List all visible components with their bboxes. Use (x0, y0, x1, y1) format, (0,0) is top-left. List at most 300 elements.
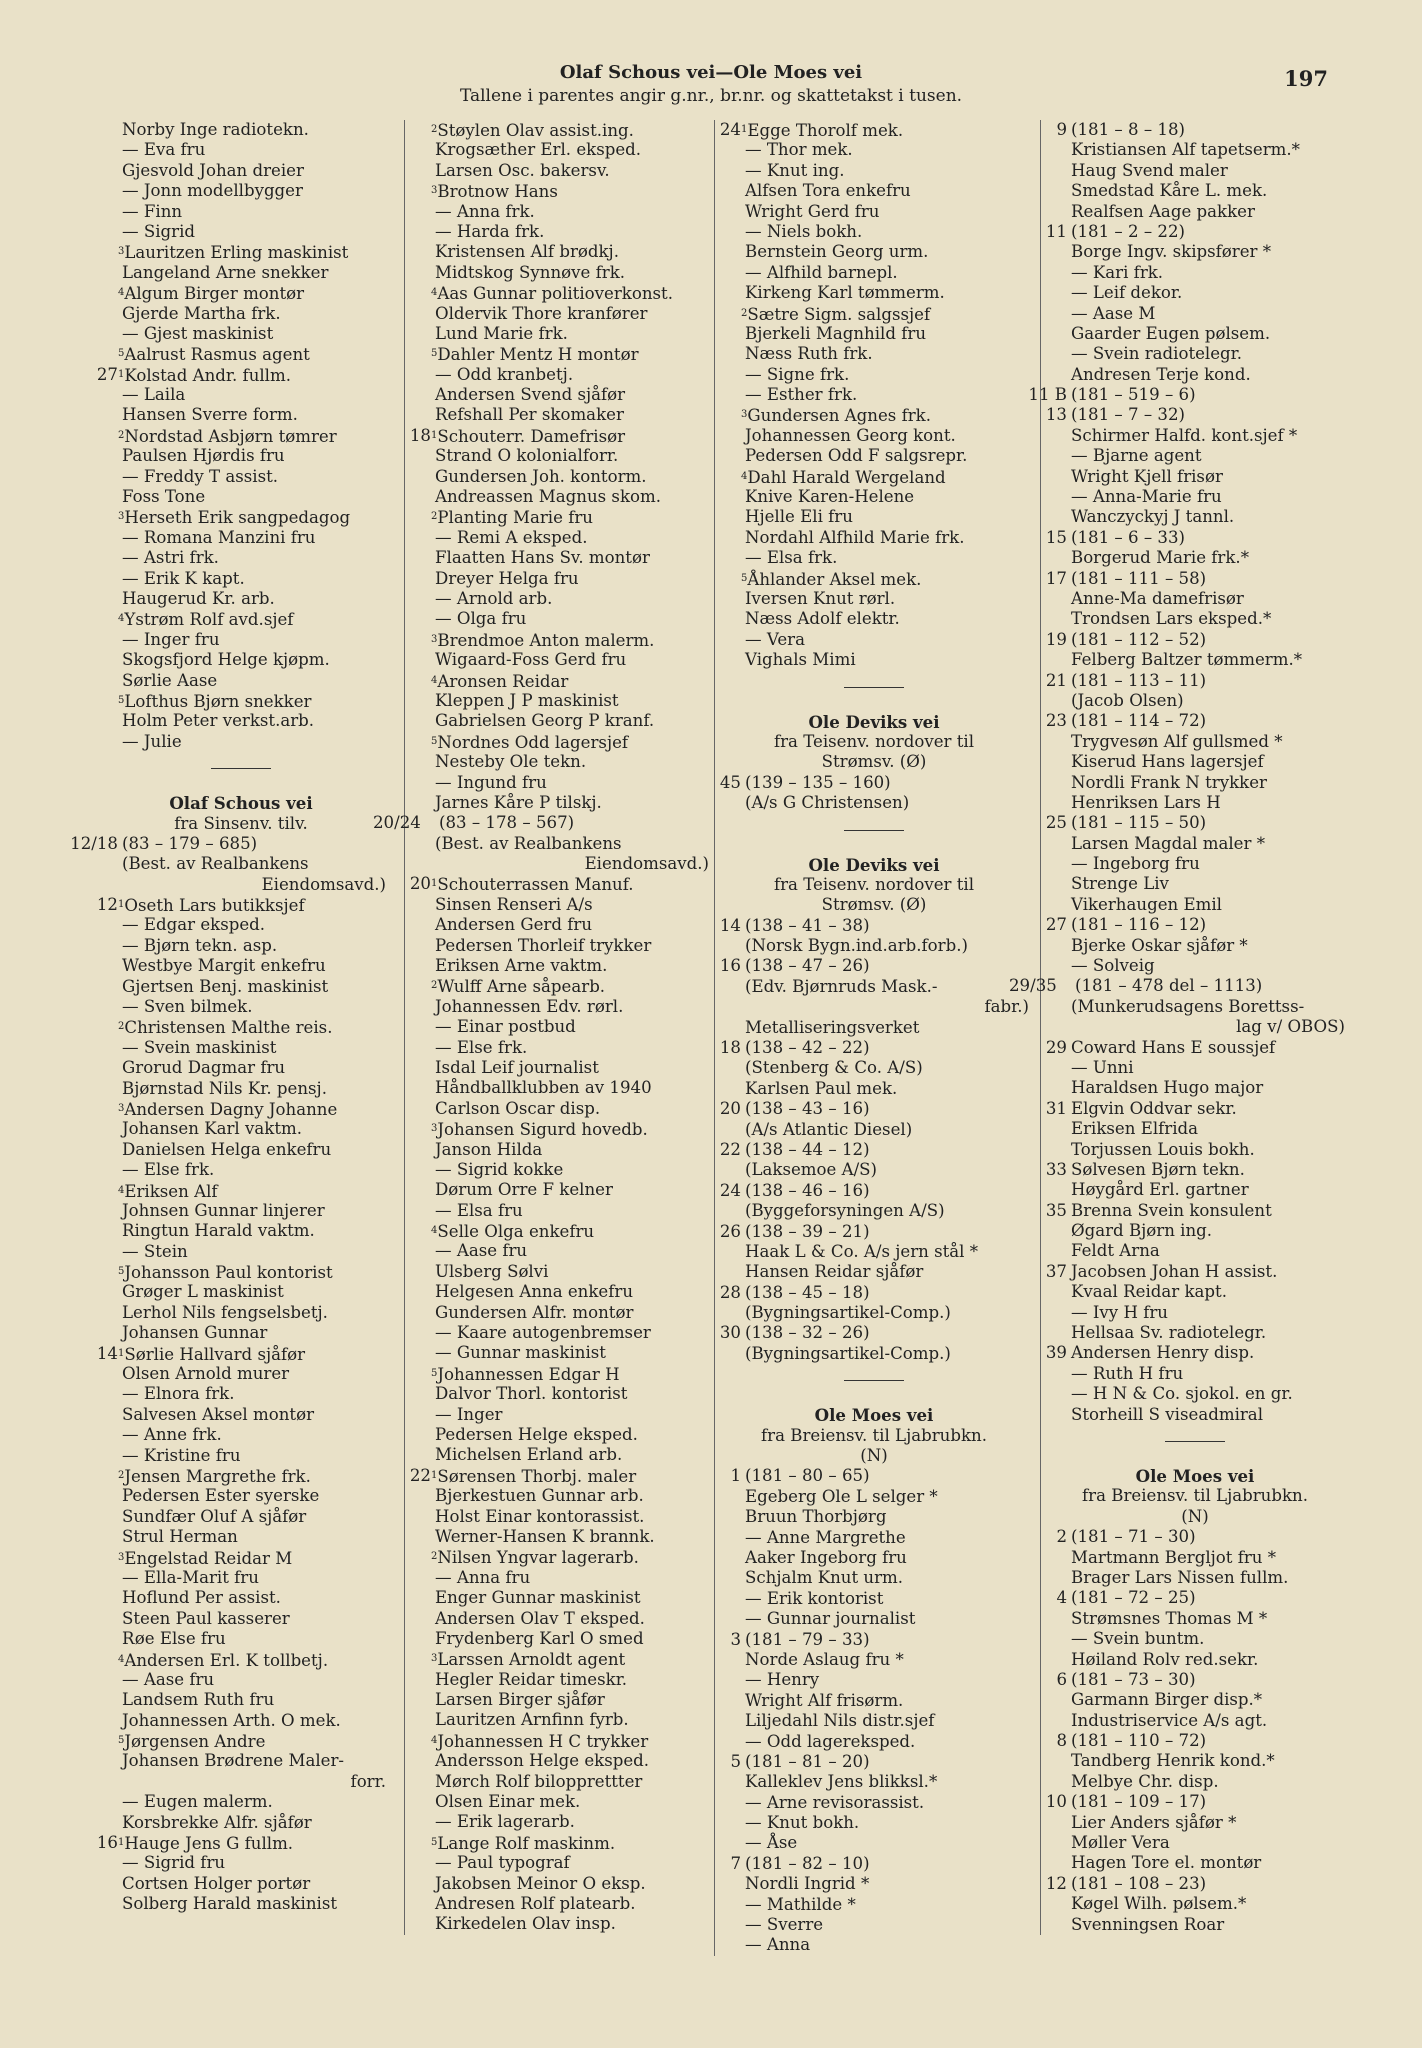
entry (118, 1181, 218, 1202)
list-item (719, 528, 1029, 548)
entry (431, 630, 654, 651)
entry (122, 1874, 310, 1894)
list-item (719, 1568, 1029, 1588)
entry (431, 1119, 648, 1140)
entry (431, 1364, 620, 1385)
entry-text: Garmann Birger disp.* (1071, 1690, 1263, 1710)
entry (1071, 528, 1185, 548)
entry (122, 446, 285, 466)
list-item (96, 915, 386, 935)
entry-text: (Stenberg & Co. A/S) (745, 1058, 923, 1078)
entry (1071, 548, 1249, 568)
entry-text: Andersen Olav T eksped. (435, 1608, 645, 1628)
entry-text: Dreyer Helga fru (435, 568, 579, 588)
house-number: 1 (730, 1466, 741, 1486)
entry (122, 569, 245, 589)
entry-text: Danielsen Helga enkefru (122, 1139, 332, 1159)
entry (435, 1853, 570, 1873)
entry (1071, 569, 1206, 589)
list-item (409, 1649, 709, 1669)
list-item (96, 1466, 386, 1486)
entry-text: — Knut ing. (745, 160, 845, 180)
entry-text: (181 – 109 – 17) (1071, 1792, 1207, 1812)
list-item (719, 1344, 1029, 1364)
entry (118, 426, 337, 447)
entry-text: (138 – 43 – 16) (745, 1099, 870, 1119)
street-heading: Olaf Schous vei (169, 793, 313, 814)
entry (118, 1344, 305, 1365)
entry-text: — Sigrid fru (122, 1853, 226, 1873)
entry (122, 1303, 328, 1323)
entrance-number: 4 (118, 1653, 125, 1665)
entrance-number: 1 (118, 368, 125, 380)
list-item (409, 1874, 709, 1894)
house-number: 16 (719, 956, 741, 976)
entry (745, 1079, 897, 1099)
list-item (409, 834, 709, 854)
entry (1071, 487, 1222, 507)
list-item (409, 1343, 709, 1363)
entrance-number: 3 (118, 511, 125, 523)
entry-text: (181 – 110 – 72) (1071, 1731, 1207, 1751)
entry (122, 202, 182, 222)
entry (745, 1670, 819, 1690)
entry-text: Schirmer Halfd. kont.sjef * (1071, 425, 1298, 445)
list-item (409, 793, 709, 813)
entry-text: — Elnora frk. (122, 1384, 235, 1404)
list-item (1045, 487, 1345, 507)
house-number: 37 (1045, 1261, 1067, 1281)
list-item (409, 467, 709, 487)
entry (745, 1833, 797, 1853)
list-item (409, 1914, 709, 1934)
entry (435, 1914, 616, 1934)
entry (435, 1772, 642, 1792)
list-item (1045, 1751, 1345, 1771)
entry-text: Hoflund Per assist. (122, 1588, 281, 1608)
list-item (1045, 283, 1345, 303)
entry-text: (139 – 135 – 160) (745, 772, 891, 792)
list-item (96, 1099, 386, 1119)
entry-text: Pedersen Thorleif trykker (435, 935, 652, 955)
list-item (96, 344, 386, 364)
entry-text: (181 – 114 – 72) (1071, 711, 1207, 731)
list-item (96, 263, 386, 283)
entry-text: Holst Einar kontorassist. (435, 1506, 645, 1526)
house-number: 39 (1045, 1343, 1067, 1363)
entry-text: Sølvesen Bjørn tekn. (1071, 1159, 1245, 1179)
entry-text: Bjerkestuen Gunnar arb. (435, 1486, 644, 1506)
list-item (1045, 1588, 1345, 1608)
entry-text: Nordli Ingrid * (745, 1874, 870, 1894)
entry-text: Nesteby Ole tekn. (435, 752, 587, 772)
list-item (409, 1364, 709, 1384)
section-divider (211, 768, 271, 769)
entry (431, 874, 634, 895)
entry-text: — Astri frk. (122, 548, 219, 568)
list-item (409, 1751, 709, 1771)
entry (435, 1507, 644, 1527)
entry (122, 1405, 314, 1425)
entry (122, 834, 257, 854)
entry-text: Åhlander Aksel mek. (747, 569, 922, 589)
list-item (1045, 1670, 1345, 1690)
entry-text: Karlsen Paul mek. (745, 1078, 898, 1098)
list-item (409, 1160, 709, 1180)
entry (745, 385, 857, 405)
entry-text: Strenge Liv (1071, 874, 1169, 894)
entrance-number: 2 (431, 124, 438, 135)
entry-text: — Svein radiotelegr. (1071, 344, 1243, 364)
entry-text: Andreassen Magnus skom. (435, 487, 661, 507)
list-item (409, 446, 709, 466)
house-number: 19 (1045, 629, 1067, 649)
entry (745, 630, 805, 650)
entry-text: Anne-Ma damefrisør (1071, 588, 1244, 608)
entry (745, 1528, 906, 1548)
entry (745, 365, 849, 385)
entry (122, 324, 273, 344)
entry-text: Hellsaa Sv. radiotelegr. (1071, 1323, 1267, 1343)
house-number: 22 (409, 1465, 431, 1485)
street-description: Strømsv. (Ø) (821, 895, 927, 915)
entry (118, 1466, 311, 1487)
entry-text: Johannessen Edgar H (437, 1364, 620, 1384)
list-item (96, 1017, 386, 1037)
list-item (409, 936, 709, 956)
entry (122, 671, 217, 691)
list-item (719, 467, 1029, 487)
entry (1071, 589, 1244, 609)
entry-text: Schouterrassen Manuf. (437, 875, 634, 895)
section-divider (844, 687, 904, 688)
entry (435, 446, 618, 466)
entry-text: (138 – 32 – 26) (745, 1323, 870, 1343)
entry (435, 569, 579, 589)
entry (745, 1895, 856, 1915)
list-item (96, 426, 386, 446)
list-item (96, 956, 386, 976)
list-item (719, 1303, 1029, 1323)
entry-text: Industriservice A/s agt. (1071, 1710, 1268, 1730)
entry-text: (138 – 45 – 18) (745, 1282, 870, 1302)
entry (1071, 222, 1185, 242)
entry-text: Bernstein Georg urm. (745, 242, 929, 262)
list-item (719, 1854, 1029, 1874)
entry (745, 446, 967, 466)
entry (1071, 446, 1202, 466)
list-item (1045, 630, 1345, 650)
list-item (1045, 1711, 1345, 1731)
list-item (409, 630, 709, 650)
entry (745, 1650, 904, 1670)
list-item (719, 1548, 1029, 1568)
entry-text: Sinsen Renseri A/s (435, 894, 593, 914)
entry-text: Sætre Sigm. salgssjef (747, 304, 931, 324)
entry-text: Janson Hilda (435, 1139, 543, 1159)
house-number: 22 (719, 1139, 741, 1159)
entry-text: — Henry (745, 1670, 820, 1690)
entry-text: Lier Anders sjåfør * (1071, 1812, 1237, 1832)
entry-text: Andersen Henry disp. (1071, 1343, 1255, 1363)
entry (745, 507, 853, 527)
entry (435, 1099, 600, 1119)
entry-text: Brotnow Hans (437, 182, 558, 202)
entry (122, 650, 330, 670)
entry-text: Michelsen Erland arb. (435, 1445, 623, 1465)
entry (745, 1140, 870, 1160)
entry-text: Johansen Gunnar (122, 1323, 268, 1343)
entry-text: Nordahl Alfhild Marie frk. (745, 527, 965, 547)
entry-text: Dørum Orre F kelner (435, 1180, 613, 1200)
entry-text: Knive Karen-Helene (745, 487, 915, 507)
list-item (409, 304, 709, 324)
entry-text: Johansen Brødrene Maler- (122, 1751, 345, 1771)
house-number: 20 (409, 874, 431, 894)
entry-text: Melbye Chr. disp. (1071, 1771, 1219, 1791)
list-item (1045, 1548, 1345, 1568)
list-item (96, 202, 386, 222)
list-item (1045, 1241, 1345, 1261)
entry-text: — Arne revisorassist. (745, 1792, 925, 1812)
street-description: fra Breiensv. til Ljabrubkn. (1082, 1486, 1308, 1506)
entry (122, 1690, 274, 1710)
list-item (409, 140, 709, 160)
entry-text: Lerhol Nils fengselsbetj. (122, 1302, 328, 1322)
entrance-number: 3 (118, 246, 125, 258)
entry (435, 1058, 599, 1078)
entry-text: — Svein buntm. (1071, 1629, 1205, 1649)
entry-text: Trondsen Lars eksped.* (1071, 609, 1272, 629)
entry (435, 324, 568, 344)
entry (1071, 1323, 1266, 1343)
entrance-number: 5 (118, 348, 125, 360)
entry-text: Schouterr. Damefrisør (437, 426, 626, 446)
list-item (96, 1242, 386, 1262)
list-item (96, 711, 386, 731)
entry-text: — Gjest maskinist (122, 323, 274, 343)
entry-text: Kiserud Hans lagersjef (1071, 752, 1264, 772)
list-item (96, 1160, 386, 1180)
continuation-text: Eiendomsavd.) (261, 874, 386, 894)
list-item (96, 1894, 386, 1914)
entry (122, 711, 314, 731)
entry (435, 1609, 645, 1629)
list-item (96, 324, 386, 344)
list-item (719, 589, 1029, 609)
list-item (409, 732, 709, 752)
list-item (409, 242, 709, 262)
list-item (96, 997, 386, 1017)
entry (435, 1038, 527, 1058)
list-item (409, 915, 709, 935)
entry (1071, 263, 1163, 283)
section-divider (1165, 1441, 1225, 1442)
list-item (719, 1181, 1029, 1201)
list-item (1045, 1099, 1345, 1119)
list-item (719, 936, 1029, 956)
entry-text: Eriksen Elfrida (1071, 1119, 1199, 1139)
house-number: 14 (719, 915, 741, 935)
entry-text: (Jacob Olsen) (1071, 690, 1184, 710)
entry (122, 120, 309, 140)
list-item (1045, 813, 1345, 833)
entry (118, 365, 291, 386)
entry-text: Iversen Knut rørl. (745, 588, 896, 608)
entrance-number: 2 (118, 429, 125, 441)
entry (431, 120, 634, 141)
list-item (96, 304, 386, 324)
entry (435, 1262, 548, 1282)
entry-text: Kirkedelen Olav insp. (435, 1914, 616, 1934)
entry-text: — Elsa frk. (745, 548, 838, 568)
entry (745, 916, 870, 936)
list-item (1045, 773, 1345, 793)
entry (745, 1120, 912, 1140)
list-item (719, 630, 1029, 650)
entry-text: — Aase M (1071, 303, 1156, 323)
house-number: 31 (1045, 1098, 1067, 1118)
entry (435, 1140, 542, 1160)
entry (118, 1548, 292, 1569)
list-item (409, 263, 709, 283)
entry (122, 589, 275, 609)
entry-text: — Finn (122, 201, 183, 221)
entry (745, 1242, 978, 1262)
entry-text: (181 – 116 – 12) (1071, 915, 1207, 935)
entry-text: Schjalm Knut urm. (745, 1568, 904, 1588)
entry-text: — Anne Margrethe (745, 1527, 906, 1547)
list-item (70, 833, 386, 854)
entry (435, 752, 586, 772)
list-item (719, 263, 1029, 283)
entry-text: (181 – 6 – 33) (1071, 527, 1185, 547)
list-item (96, 548, 386, 568)
entry (1071, 1731, 1206, 1751)
entry-text: (181 – 73 – 30) (1071, 1669, 1196, 1689)
list-item (409, 1425, 709, 1445)
entry (1071, 793, 1221, 813)
list-item (719, 222, 1029, 242)
entrance-number: 5 (118, 1735, 125, 1747)
entry (435, 528, 588, 548)
house-number: 29 (1045, 1037, 1067, 1057)
house-number: 35 (1045, 1200, 1067, 1220)
entry (1071, 1853, 1261, 1873)
entry-text: — Odd lagereksped. (745, 1731, 916, 1751)
entry-text: — Freddy T assist. (122, 466, 279, 486)
entry-text: Wulff Arne såpearb. (437, 977, 606, 997)
section-divider (844, 1380, 904, 1381)
entry-text: Johnsen Gunnar linjerer (122, 1200, 325, 1220)
list-item (96, 691, 386, 711)
list-item (1045, 365, 1345, 385)
list-item (409, 1527, 709, 1547)
entry (1071, 120, 1185, 140)
entrance-number: 4 (118, 613, 125, 625)
entry-text: Krogsæther Erl. eksped. (435, 140, 642, 160)
list-item (1045, 1731, 1345, 1751)
list-item (719, 487, 1029, 507)
list-item (719, 773, 1029, 793)
entry (745, 1874, 869, 1894)
entry (1071, 181, 1267, 201)
entry-text: (138 – 39 – 21) (745, 1221, 870, 1241)
list-item (409, 1772, 709, 1792)
entry-text: Andersen Svend sjåfør (435, 385, 626, 405)
entry-text: — Niels bokh. (745, 221, 863, 241)
list-item (1045, 752, 1345, 772)
list-item (96, 1629, 386, 1649)
entry-text: Vighals Mimi (745, 650, 856, 670)
entry (745, 1323, 870, 1343)
column-2 (373, 120, 709, 1935)
entry (1071, 1751, 1275, 1771)
entry (1071, 1343, 1254, 1363)
entry-text: (181 – 112 – 52) (1071, 629, 1207, 649)
entry-text: Larsen Magdal maler * (1071, 833, 1266, 853)
entry (745, 1201, 945, 1221)
entry (1071, 283, 1182, 303)
entry (1071, 956, 1155, 976)
list-item (409, 405, 709, 425)
entry (122, 1894, 337, 1914)
entry-text: Nordnes Odd lagersjef (437, 732, 629, 752)
entry (435, 1241, 527, 1261)
entry-text: (A/s Atlantic Diesel) (745, 1119, 913, 1139)
entry (745, 1568, 903, 1588)
entry (122, 1792, 273, 1812)
entry (1071, 1140, 1255, 1160)
entry (1071, 405, 1185, 425)
entry-text: — Erik lagerarb. (435, 1812, 575, 1832)
entry-text: — Ingeborg fru (1071, 854, 1200, 874)
list-item (719, 956, 1029, 976)
entry (745, 1344, 951, 1364)
entry (118, 507, 350, 528)
entry-text: (138 – 46 – 16) (745, 1180, 870, 1200)
entry-text: (Best. av Realbankens (122, 854, 309, 874)
entry-text: Grorud Dagmar fru (122, 1058, 286, 1078)
house-number: 29/35 (1009, 976, 1057, 996)
entry-text: Hansen Sverre form. (122, 405, 298, 425)
list-item (409, 1221, 709, 1241)
street-description: fra Teisenv. nordover til (773, 731, 975, 751)
entry (745, 283, 945, 303)
list-item (409, 1609, 709, 1629)
entry-text: — Olga fru (435, 609, 527, 629)
list-item (409, 1588, 709, 1608)
entry-text: Helgesen Anna enkefru (435, 1282, 634, 1302)
entry-text: — Erik kontorist (745, 1588, 884, 1608)
entry (431, 1649, 625, 1670)
entry (745, 1507, 886, 1527)
entry-text: Torjussen Louis bokh. (1071, 1139, 1255, 1159)
entry (435, 487, 661, 507)
entry-text: Kristiansen Alf tapetserm.* (1071, 140, 1300, 160)
entry (122, 1629, 226, 1649)
entry (745, 1466, 870, 1486)
list-item (96, 365, 386, 385)
list-item (719, 1630, 1029, 1650)
entrance-number: 4 (431, 1225, 438, 1237)
street-description: (N) (1181, 1506, 1209, 1526)
entry (435, 1568, 530, 1588)
entry (118, 1099, 337, 1120)
entry (431, 1221, 594, 1242)
entry-text: — Eva fru (122, 140, 206, 160)
entry (435, 609, 526, 629)
